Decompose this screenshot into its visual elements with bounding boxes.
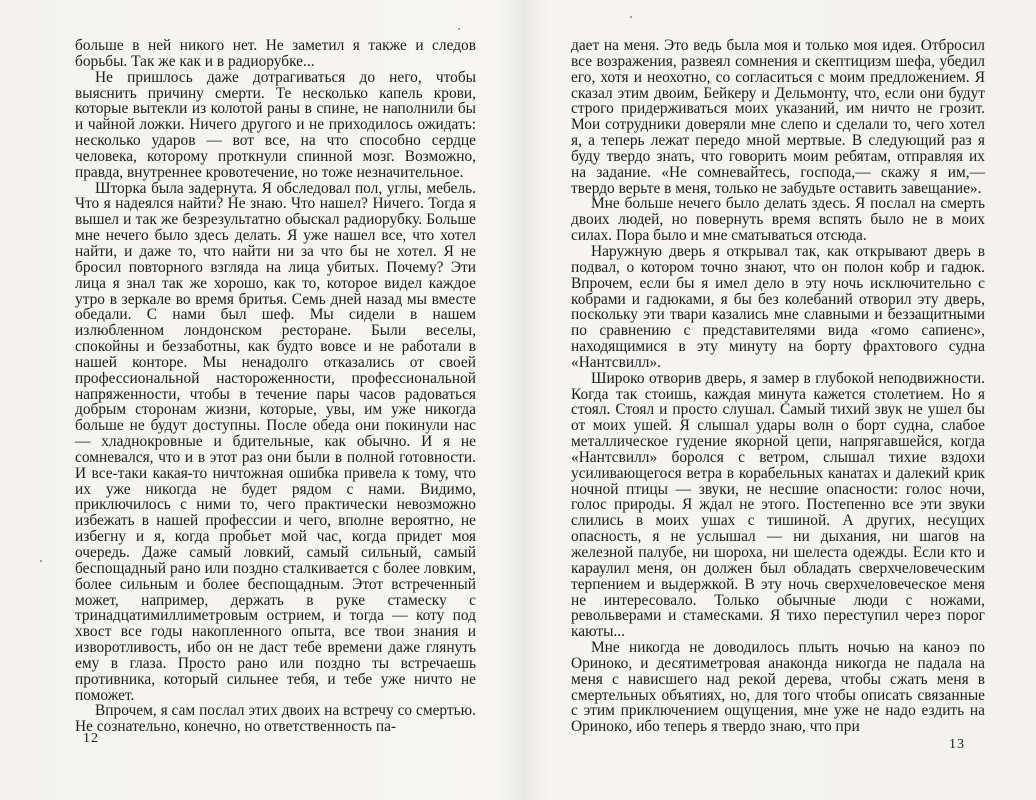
print-speck (630, 16, 632, 18)
paragraph: Наружную дверь я открывал так, как открывают дверь в подвал, о котором точно знают, что он полон кобр и гадюк. Впрочем, если бы я имел дело в эту ночь исключительно с кобрами и гадюками, я бы без колебаний отворил эту дверь, поскольку эти твари казались мне славными и беззащитными по сравнению с представителями вида «гомо сапиенс», находящимися в эту минуту на борту фрахтового судна «Нантсвилл». (571, 242, 985, 371)
page-number-left: 12 (83, 731, 99, 746)
left-page-text (75, 38, 476, 735)
paragraph: Не пришлось даже дотрагиваться до него, чтобы выяснить причину смерти. Те несколько капель крови, которые вытекли из колотой раны в спине, не наполнили бы и чайной ложки. Ничего другого и не приходилось ожидать: несколько ударов — вот все, на что способно сердце человека, которому проткнули спинной мозг. Возможно, правда, внутреннее кровотечение, но тоже незначительное. (75, 68, 476, 181)
paragraph: Шторка была задернута. Я обследовал пол, углы, мебель. Что я надеялся найти? Не знаю. Что нашел? Ничего. Тогда я вышел и так же безрезультатно обыскал радиорубку. Больше мне нечего было здесь делать. Я уже нашел все, что хотел найти, и даже то, что найти ни за что бы не хотел. Я не бросил повторного взгляда на лица убитых. Почему? Эти лица я знал так же хорошо, как то, которое видел каждое утро в зеркале во время бритья. Семь дней назад мы вместе обедали. С нами был шеф. Мы сидели в нашем излюбленном лондонском ресторане. Были веселы, спокойны и беззаботны, как будто вовсе и не работали в нашей конторе. Мы ненадолго отказались от своей профессиональной настороженности, профессиональной напряженности, чтобы в течение пары часов радоваться добрым сторонам жизни, которые, увы, им уже никогда больше не будут доступны. После обеда они покинули нас — хладнокровные и бдительные, как обычно. И я не сомневался, что и в этот раз они были в полной готовности. И все-таки какая-то ничтожная ошибка привела к тому, что их уже никогда не будет рядом с нами. Видимо, приключилось с ними то, чего практически невозможно избежать в нашей профессии и чего, вполне вероятно, не избегну и я, когда пробьет мой час, когда придет моя очередь. Даже самый ловкий, самый сильный, самый беспощадный рано или поздно сталкивается с более ловким, более сильным и более беспощадным. Этот встреченный может, например, держать в руке стамеску с тринадцатимиллиметровым острием, и тогда — коту под хвост все годы накопленного опыта, все твои знания и изворотливость, ибо он не даст тебе времени даже глянуть ему в глаза. Просто рано или поздно ты встречаешь противника, который сильнее тебя, и тебе уже ничто не поможет. (75, 179, 476, 704)
paragraph: больше в ней никого нет. Не заметил я также и следов борьбы. Так же как и в радиорубке... (75, 37, 476, 70)
print-speck (40, 560, 42, 562)
paragraph: Мне никогда не доводилось плыть ночью на каноэ по Ориноко, и десятиметровая анаконда никогда не падала на меня с нависшего над рекой дерева, чтобы сжать меня в смертельных объятиях, но, для того чтобы описать связанные с этим приключением ощущения, мне уже не надо ездить на Ориноко, ибо теперь я твердо знаю, что при (571, 639, 985, 736)
paragraph: Впрочем, я сам послал этих двоих на встречу со смертью. Не сознательно, конечно, но ответственность па- (75, 702, 476, 736)
right-page-text (571, 38, 985, 735)
paragraph: Мне больше нечего было делать здесь. Я послал на смерть двоих людей, но повернуть время вспять было не в моих силах. Пора было и мне сматываться отсюда. (571, 195, 985, 245)
right-page (518, 0, 1036, 800)
print-speck (458, 28, 460, 30)
paragraph: дает на меня. Это ведь была моя и только моя идея. Отбросил все возражения, развеял сомнения и скептицизм шефа, убедил его, хотя и неохотно, со согласиться с моим предложением. Я сказал этим двоим, Бейкеру и Дельмонту, что, если они будут строго придерживаться моих указаний, им ничто не грозит. Мои сотрудники доверяли мне слепо и сделали то, чего хотел я, а теперь лежат передо мной мертвые. В следующий раз я буду твердо знать, что говорить моим ребятам, отправляя их на задание. «Не сомневайтесь, господа,— скажу я им,— твердо верьте в меня, только не забудьте оставить завещание». (571, 37, 985, 197)
paragraph: Широко отворив дверь, я замер в глубокой неподвижности. Когда так стоишь, каждая минута кажется столетием. Но я стоял. Стоял и просто слушал. Самый тихий звук не ушел бы от моих ушей. Я слышал удары волн о борт судна, слабое металлическое гудение якорной цепи, напрягавшейся, когда «Нантсвилл» боролся с ветром, слышал тихие вздохи усиливающегося ветра в корабельных канатах и далекий крик ночной птицы — звуки, не несшие опасности: голос ночи, голос природы. Я ждал не этого. Постепенно все эти звуки слились в моих ушах с тишиной. А других, несущих опасность, я не услышал — ни дыхания, ни шагов на железной палубе, ни шороха, ни шелеста одежды. Если кто и караулил меня, он должен был обладать сверхчеловеческим терпением и выдержкой. В эту ночь сверхчеловеческое меня не интересовало. Только обычные люди с ножами, револьверами и стамесками. Я тихо переступил через порог каюты... (571, 369, 985, 641)
page-number-right: 13 (949, 737, 965, 752)
